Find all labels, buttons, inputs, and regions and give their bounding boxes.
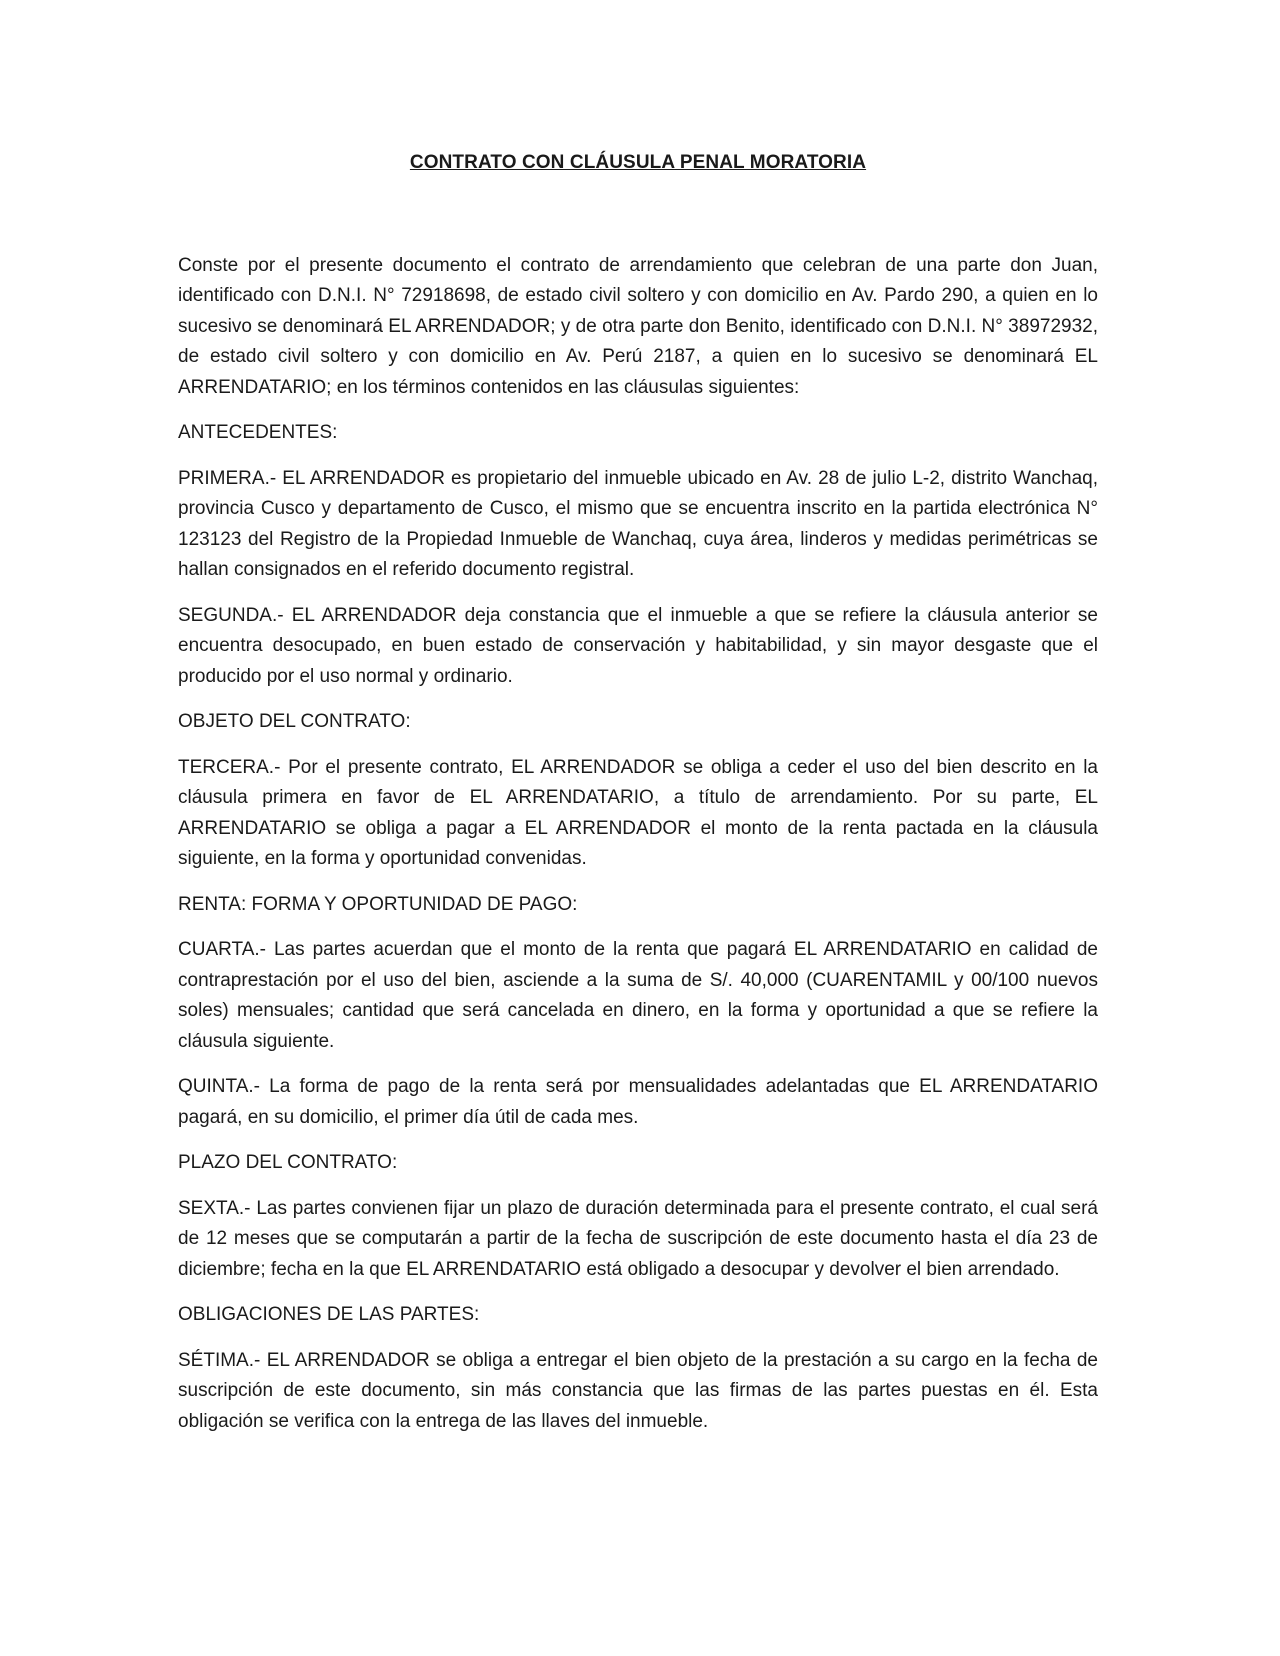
section-heading-antecedentes: ANTECEDENTES: [178, 422, 338, 443]
section-heading-plazo: PLAZO DEL CONTRATO: [178, 1152, 398, 1173]
clause-primera: PRIMERA.- EL ARRENDADOR es propietario del inmueble ubicado en Av. 28 de julio L-2, distrito Wanchaq, provincia Cusco y departamento de Cusco, el mismo que se encuentra inscrito en la partida electrónica N° 123123 del Registro de la Propiedad Inmueble de Wanchaq, cuya área, linderos y medidas perimétricas se hallan consignados en el referido documento registral. [178, 467, 1098, 580]
clause-setima: SÉTIMA.- EL ARRENDADOR se obliga a entregar el bien objeto de la prestación a su cargo en la fecha de suscripción de este documento, sin más constancia que las firmas de las partes puestas en él. Esta obligación se verifica con la entrega de las llaves del inmueble. [178, 1349, 1098, 1432]
section-heading-renta: RENTA: FORMA Y OPORTUNIDAD DE PAGO: [178, 893, 578, 915]
clause-quinta: QUINTA.- La forma de pago de la renta será por mensualidades adelantadas que EL ARRENDATARIO pagará, en su domicilio, el primer día útil de cada mes. [178, 1076, 1098, 1128]
intro-paragraph: Conste por el presente documento el contrato de arrendamiento que celebran de una parte don Juan, identificado con D.N.I. N° 72918698, de estado civil soltero y con domicilio en Av. Pardo 290, a quien en lo sucesivo se denominará EL ARRENDADOR; y de otra parte don Benito, identificado con D.N.I. N° 38972932, de estado civil soltero y con domicilio en Av. Perú 2187, a quien en lo sucesivo se denominará EL ARRENDATARIO; en los términos contenidos en las cláusulas siguientes: [178, 254, 1098, 398]
clause-segunda: SEGUNDA.- EL ARRENDADOR deja constancia que el inmueble a que se refiere la cláusula anterior se encuentra desocupado, en buen estado de conservación y habitabilidad, y sin mayor desgaste que el producido por el uso normal y ordinario. [178, 604, 1098, 687]
section-heading-objeto: OBJETO DEL CONTRATO: [178, 711, 411, 732]
document-body [178, 148, 1098, 1452]
document-title: CONTRATO CON CLÁUSULA PENAL MORATORIA [409, 152, 867, 173]
clause-tercera: TERCERA.- Por el presente contrato, EL ARRENDADOR se obliga a ceder el uso del bien descrito en la cláusula primera en favor de EL ARRENDATARIO, a título de arrendamiento. Por su parte, EL ARRENDATARIO se obliga a pagar a EL ARRENDADOR el monto de la renta pactada en la cláusula siguiente, en la forma y oportunidad convenidas. [178, 756, 1098, 869]
clause-sexta: SEXTA.- Las partes convienen fijar un plazo de duración determinada para el presente contrato, el cual será de 12 meses que se computarán a partir de la fecha de suscripción de este documento hasta el día 23 de diciembre; fecha en la que EL ARRENDATARIO está obligado a desocupar y devolver el bien arrendado. [178, 1197, 1098, 1280]
section-heading-obligaciones: OBLIGACIONES DE LAS PARTES: [178, 1304, 480, 1325]
clause-cuarta: CUARTA.- Las partes acuerdan que el monto de la renta que pagará EL ARRENDATARIO en calidad de contraprestación por el uso del bien, asciende a la suma de S/. 40,000 (CUARENTAMIL y 00/100 nuevos soles) mensuales; cantidad que será cancelada en dinero, en la forma y oportunidad a que se refiere la cláusula siguiente. [178, 939, 1098, 1052]
